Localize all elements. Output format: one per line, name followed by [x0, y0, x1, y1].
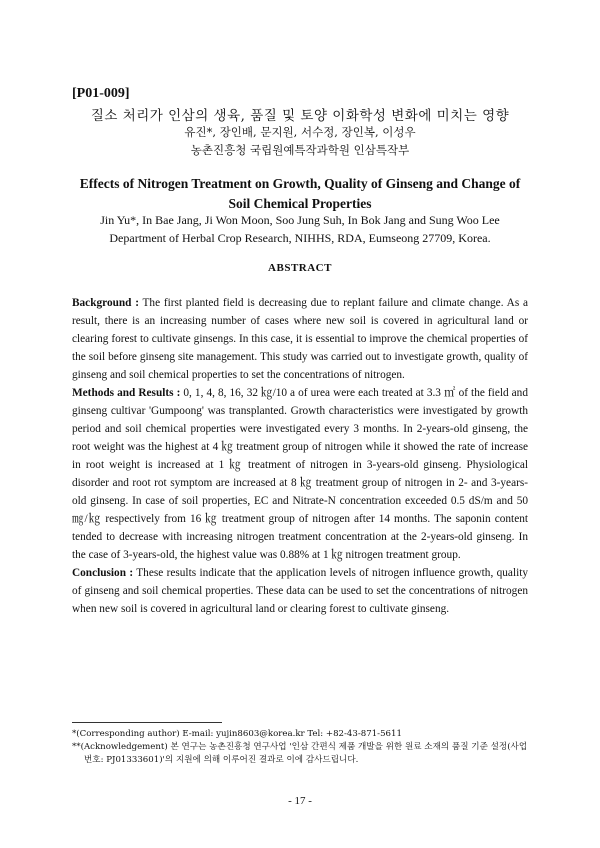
conclusion-text: These results indicate that the application levels of nitrogen influence growth, quality of ginseng and soil chemical properties. These data can be used to set the concentrations of nitrogen when new soil is covered in agricultural land or clearing forest to cultivate ginseng. [72, 567, 529, 615]
english-affiliation: Department of Herbal Crop Research, NIHHS, RDA, Eumseong 27709, Korea. [109, 231, 491, 245]
methods-label: Methods and Results : [72, 387, 181, 399]
methods-text: 0, 1, 4, 8, 16, 32 ㎏/10 a of urea were each treated at 3.3 ㎡ of the field and ginseng cultivar 'Gumpoong' was transplanted. Growth characteristics were investigated by growth period and soil chemical properties were investigated every 3 months. In 2-years-old ginseng, the root weight was the highest at 4 ㎏ treatment group of nitrogen while it showed the rate of increase in root weight is increased at 1 ㎏ treatment of nitrogen in 3-years-old ginseng. Physiological disorder and root rot symptom are increased at 8 ㎏ treatment group of nitrogen in 2- and 3-years-old ginseng. In case of soil properties, EC and Nitrate-N concentration exceeded 0.5 dS/m and 50 ㎎/㎏ respectively from 16 ㎏ treatment group of nitrogen after 14 months. The saponin content tended to decrease with increasing nitrogen treatment concentration at the 2-years-old ginseng. In the case of 3-years-old, the highest value was 0.88% at 1 ㎏ nitrogen treatment group. [72, 387, 528, 561]
footnote-acknowledgement [72, 741, 532, 767]
korean-affiliation: 농촌진흥청 국립원예특작과학원 인삼특작부 [190, 143, 410, 157]
methods-paragraph [72, 384, 528, 564]
conclusion-label: Conclusion : [72, 567, 134, 579]
abstract-heading: ABSTRACT [268, 262, 332, 274]
conclusion-paragraph [72, 564, 528, 618]
english-title: Effects of Nitrogen Treatment on Growth, Quality of Ginseng and Change of Soil Chemical Properties [79, 176, 521, 211]
korean-authors: 유진*, 장인배, 문지원, 서수정, 장인복, 이성우 [184, 125, 416, 139]
page-number: - 17 - [288, 795, 312, 807]
korean-title: 질소 처리가 인삼의 생육, 품질 및 토양 이화학성 변화에 미치는 영향 [90, 108, 510, 124]
background-paragraph [72, 294, 528, 384]
footnote-acknowledgement-line1: **(Acknowledgement) 본 연구는 농촌진흥청 연구사업 '인삼 간편식 제품 개발을 위한 원료 소재의 품질 기준 설정(사업 [72, 742, 528, 752]
abstract-code: [P01-009] [72, 86, 130, 101]
background-text: The first planted field is decreasing due to replant failure and climate change. As a result, there is an increasing number of cases where new soil is covered in agricultural land or clearing forest to cultivate ginsengs. In this case, it is essential to improve the chemical properties of the soil before ginseng site management. This study was carried out to investigate growth, quality of ginseng and soil chemical properties to set the concentrations of nitrogen. [72, 297, 528, 381]
footnote-corresponding: *(Corresponding author) E-mail: yujin8603@korea.kr Tel: +82-43-871-5611 [72, 729, 402, 739]
background-label: Background : [72, 297, 139, 309]
footnote-divider [72, 722, 222, 723]
footnote-acknowledgement-line2: 번호: PJ01333601)'의 지원에 의해 이루어진 결과로 이에 감사드립니다. [84, 755, 359, 765]
abstract-body [72, 294, 528, 618]
english-authors: Jin Yu*, In Bae Jang, Ji Won Moon, Soo Jung Suh, In Bok Jang and Sung Woo Lee [100, 213, 500, 227]
